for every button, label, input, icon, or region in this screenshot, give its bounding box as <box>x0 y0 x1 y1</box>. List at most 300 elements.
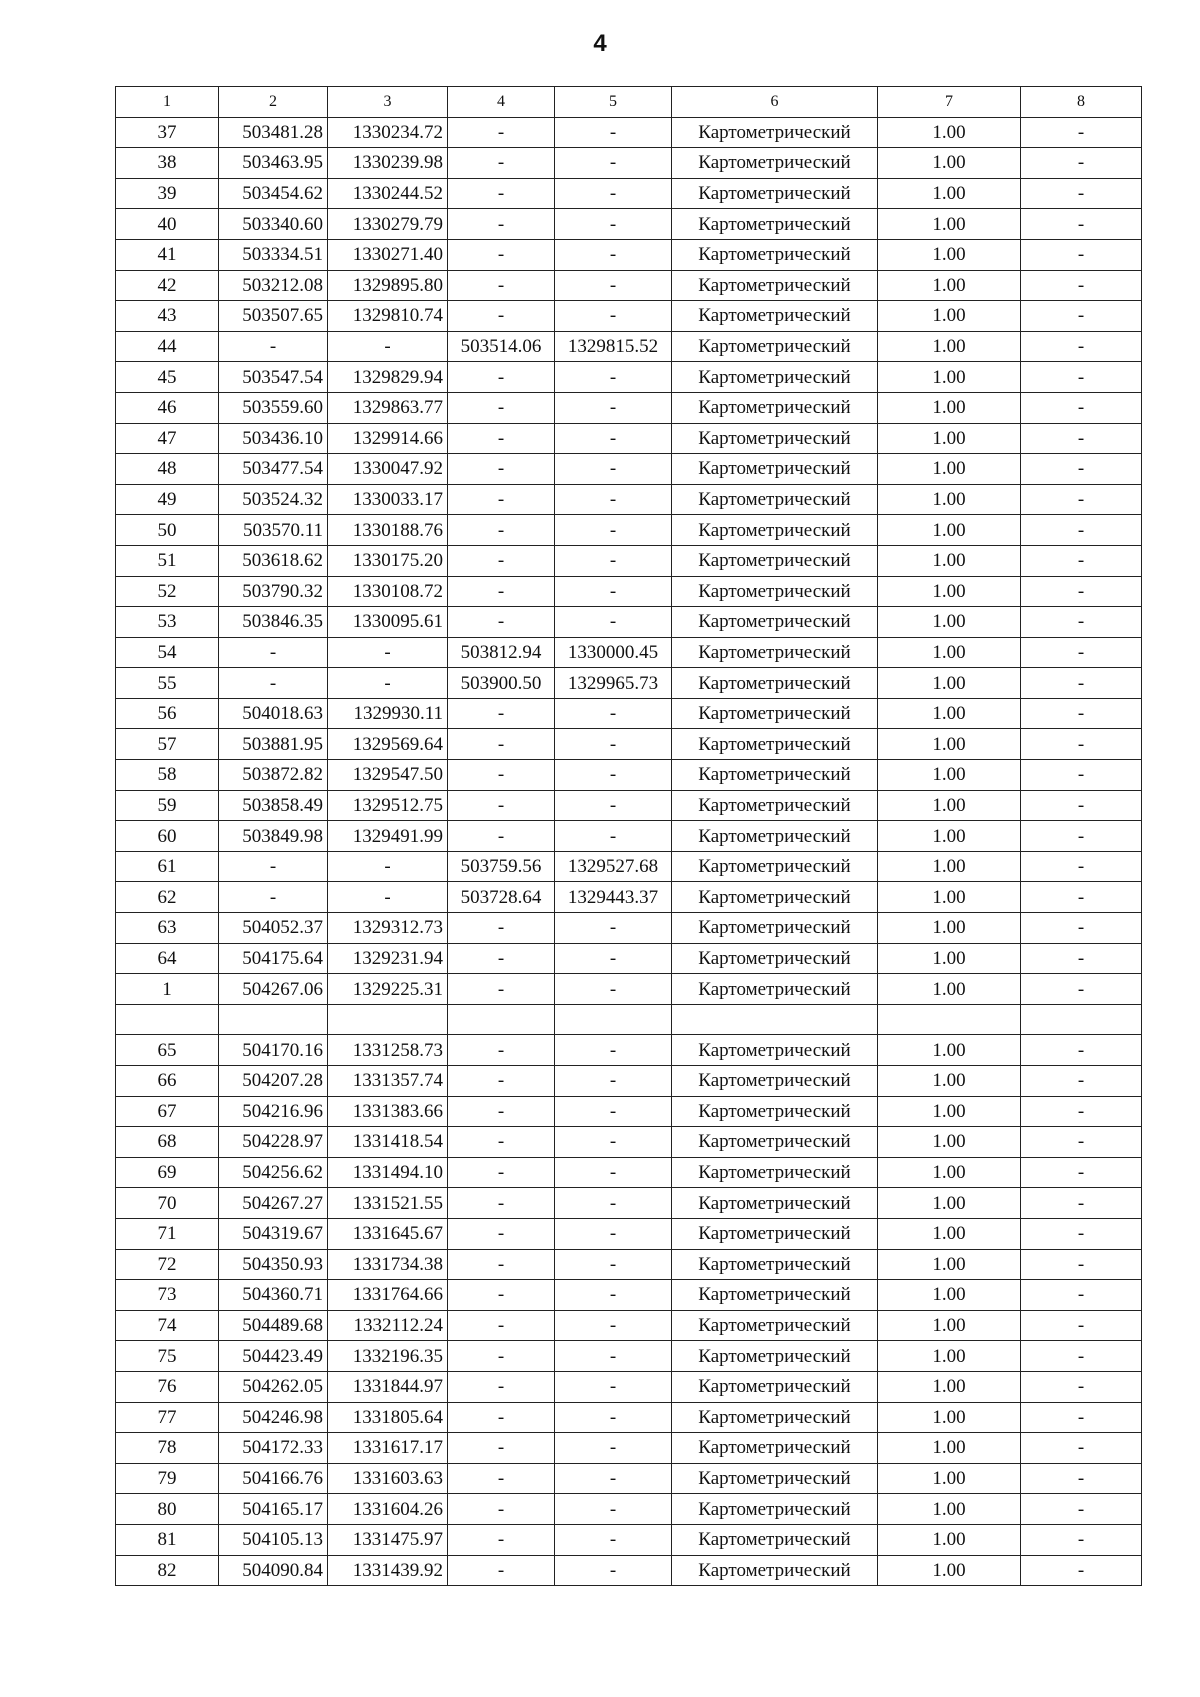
table-row <box>116 239 1142 270</box>
table-cell: 1.00 <box>878 270 1021 301</box>
table-cell: - <box>448 148 555 179</box>
table-cell: 1.00 <box>878 790 1021 821</box>
table-cell: 1.00 <box>878 1127 1021 1158</box>
table-row <box>116 1157 1142 1188</box>
table-cell: 63 <box>116 913 219 944</box>
table-cell: - <box>448 1035 555 1066</box>
table-cell: - <box>1021 1218 1142 1249</box>
column-header-1: 1 <box>116 87 219 118</box>
table-cell: 1.00 <box>878 423 1021 454</box>
table-row <box>116 331 1142 362</box>
table-cell: - <box>555 1096 672 1127</box>
table-cell: 503790.32 <box>219 576 328 607</box>
table-cell: 1331764.66 <box>328 1280 448 1311</box>
table-cell: 1330279.79 <box>328 209 448 240</box>
page-number: 4 <box>593 30 607 57</box>
table-cell: 503481.28 <box>219 117 328 148</box>
table-row <box>116 698 1142 729</box>
table-cell: - <box>555 1371 672 1402</box>
table-cell: - <box>1021 1371 1142 1402</box>
table-cell: - <box>448 239 555 270</box>
table-cell: 1329815.52 <box>555 331 672 362</box>
table-row <box>116 790 1142 821</box>
table-cell: - <box>448 943 555 974</box>
table-cell: - <box>555 913 672 944</box>
table-cell: 1329512.75 <box>328 790 448 821</box>
table-cell: - <box>555 1402 672 1433</box>
table-cell: Картометрический <box>672 1188 878 1219</box>
table-cell: 503846.35 <box>219 607 328 638</box>
table-cell: 503340.60 <box>219 209 328 240</box>
table-cell: - <box>1021 576 1142 607</box>
table-cell: - <box>448 729 555 760</box>
table-cell: - <box>555 1433 672 1464</box>
table-cell: Картометрический <box>672 270 878 301</box>
table-cell: Картометрический <box>672 760 878 791</box>
table-cell: Картометрический <box>672 1218 878 1249</box>
table-cell: 44 <box>116 331 219 362</box>
table-cell: - <box>555 392 672 423</box>
table-cell: - <box>1021 484 1142 515</box>
table-cell: 55 <box>116 668 219 699</box>
table-cell: 1.00 <box>878 637 1021 668</box>
column-header-5: 5 <box>555 87 672 118</box>
table-cell: Картометрический <box>672 790 878 821</box>
table-cell: - <box>328 882 448 913</box>
table-cell: Картометрический <box>672 974 878 1005</box>
table-cell: - <box>1021 729 1142 760</box>
table-cell: 1330244.52 <box>328 178 448 209</box>
table-cell: - <box>1021 1524 1142 1555</box>
table-cell: - <box>1021 1280 1142 1311</box>
table-cell: - <box>448 270 555 301</box>
table-cell: 1331258.73 <box>328 1035 448 1066</box>
table-cell: 1.00 <box>878 1218 1021 1249</box>
table-cell: 1.00 <box>878 1463 1021 1494</box>
table-row <box>116 117 1142 148</box>
table-cell: 1330033.17 <box>328 484 448 515</box>
table-cell: 1332112.24 <box>328 1310 448 1341</box>
table-cell: 504175.64 <box>219 943 328 974</box>
table-cell: 503507.65 <box>219 301 328 332</box>
table-cell: Картометрический <box>672 668 878 699</box>
table-cell <box>555 1004 672 1035</box>
table-cell: 67 <box>116 1096 219 1127</box>
table-cell: - <box>555 484 672 515</box>
table-cell: - <box>555 362 672 393</box>
table-cell: 503514.06 <box>448 331 555 362</box>
table-row <box>116 913 1142 944</box>
table-cell: 1329863.77 <box>328 392 448 423</box>
table-cell: Картометрический <box>672 1494 878 1525</box>
table-cell: - <box>555 729 672 760</box>
table-cell: 1.00 <box>878 1371 1021 1402</box>
table-cell: 1329547.50 <box>328 760 448 791</box>
table-cell: 37 <box>116 117 219 148</box>
table-row <box>116 1402 1142 1433</box>
table-cell: Картометрический <box>672 239 878 270</box>
table-row <box>116 1463 1142 1494</box>
table-cell: Картометрический <box>672 1402 878 1433</box>
table-cell: 1.00 <box>878 515 1021 546</box>
table-cell: - <box>219 882 328 913</box>
table-cell: 503454.62 <box>219 178 328 209</box>
table-cell: Картометрический <box>672 1524 878 1555</box>
table-cell: 1329569.64 <box>328 729 448 760</box>
table-cell: 1329312.73 <box>328 913 448 944</box>
table-row <box>116 178 1142 209</box>
table-cell: 68 <box>116 1127 219 1158</box>
table-cell: 1329491.99 <box>328 821 448 852</box>
table-row <box>116 515 1142 546</box>
column-header-6: 6 <box>672 87 878 118</box>
table-cell: - <box>555 1157 672 1188</box>
table-row <box>116 1096 1142 1127</box>
table-cell: 1330175.20 <box>328 545 448 576</box>
table-cell: - <box>1021 1433 1142 1464</box>
table-cell: - <box>448 1218 555 1249</box>
table-cell: 1.00 <box>878 301 1021 332</box>
table-cell: Картометрический <box>672 515 878 546</box>
table-cell: Картометрический <box>672 454 878 485</box>
table-row <box>116 1249 1142 1280</box>
table-row <box>116 1035 1142 1066</box>
table-cell: 1.00 <box>878 668 1021 699</box>
table-cell: - <box>1021 270 1142 301</box>
table-cell: - <box>448 1433 555 1464</box>
table-cell: 504319.67 <box>219 1218 328 1249</box>
table-cell: 503570.11 <box>219 515 328 546</box>
table-cell: - <box>448 301 555 332</box>
table-cell: 1.00 <box>878 392 1021 423</box>
coordinates-table <box>115 86 1142 1586</box>
table-cell: 50 <box>116 515 219 546</box>
table-cell: - <box>448 362 555 393</box>
table-cell: 504350.93 <box>219 1249 328 1280</box>
table-cell: - <box>448 1494 555 1525</box>
table-cell: 1.00 <box>878 943 1021 974</box>
table-cell: - <box>555 790 672 821</box>
table-cell: - <box>219 331 328 362</box>
table-row <box>116 1341 1142 1372</box>
table-cell: 62 <box>116 882 219 913</box>
table-row <box>116 270 1142 301</box>
table-cell: 1.00 <box>878 1555 1021 1586</box>
table-row <box>116 974 1142 1005</box>
table-cell: - <box>1021 1096 1142 1127</box>
table-cell: Картометрический <box>672 1157 878 1188</box>
table-cell: - <box>1021 851 1142 882</box>
table-cell: Картометрический <box>672 1463 878 1494</box>
table-cell: - <box>328 637 448 668</box>
table-cell: - <box>219 637 328 668</box>
table-cell: 52 <box>116 576 219 607</box>
table-cell: 1.00 <box>878 698 1021 729</box>
table-cell: - <box>555 1463 672 1494</box>
table-cell: 1.00 <box>878 1341 1021 1372</box>
table-cell: 47 <box>116 423 219 454</box>
table-cell: - <box>448 178 555 209</box>
table-row <box>116 576 1142 607</box>
table-cell: 1.00 <box>878 545 1021 576</box>
table-cell: 503858.49 <box>219 790 328 821</box>
table-cell: Картометрический <box>672 545 878 576</box>
table-cell: - <box>555 1188 672 1219</box>
table-cell: - <box>555 454 672 485</box>
table-cell: 504170.16 <box>219 1035 328 1066</box>
table-cell: Картометрический <box>672 209 878 240</box>
table-cell: - <box>555 1341 672 1372</box>
table-cell: - <box>1021 913 1142 944</box>
table-cell: - <box>1021 1463 1142 1494</box>
table-cell: - <box>448 1463 555 1494</box>
table-cell: 504207.28 <box>219 1066 328 1097</box>
table-cell: 1330239.98 <box>328 148 448 179</box>
table-cell: 81 <box>116 1524 219 1555</box>
table-cell: 504228.97 <box>219 1127 328 1158</box>
table-cell: 75 <box>116 1341 219 1372</box>
table-cell: 503872.82 <box>219 760 328 791</box>
table-cell: - <box>219 851 328 882</box>
table-cell: - <box>448 515 555 546</box>
table-cell: - <box>1021 821 1142 852</box>
table-cell: 1331521.55 <box>328 1188 448 1219</box>
table-cell <box>328 1004 448 1035</box>
table-row <box>116 943 1142 974</box>
table-cell: 504018.63 <box>219 698 328 729</box>
table-cell: - <box>448 1280 555 1311</box>
table-cell: - <box>1021 239 1142 270</box>
table-row <box>116 668 1142 699</box>
table-cell: 46 <box>116 392 219 423</box>
table-cell: 48 <box>116 454 219 485</box>
table-cell: 1331439.92 <box>328 1555 448 1586</box>
table-cell: 79 <box>116 1463 219 1494</box>
table-cell: - <box>555 545 672 576</box>
table-cell: 57 <box>116 729 219 760</box>
table-cell: 72 <box>116 1249 219 1280</box>
table-row <box>116 729 1142 760</box>
table-cell: - <box>448 117 555 148</box>
table-cell: 82 <box>116 1555 219 1586</box>
table-cell: - <box>1021 1341 1142 1372</box>
table-cell: 1329930.11 <box>328 698 448 729</box>
table-cell: - <box>555 1524 672 1555</box>
table-cell: 1.00 <box>878 1157 1021 1188</box>
table-cell: 503728.64 <box>448 882 555 913</box>
table-cell: 1330047.92 <box>328 454 448 485</box>
table-cell: Картометрический <box>672 301 878 332</box>
table-cell: 504489.68 <box>219 1310 328 1341</box>
table-cell: - <box>555 301 672 332</box>
table-cell: - <box>555 117 672 148</box>
table-cell: - <box>555 607 672 638</box>
table-cell: Картометрический <box>672 423 878 454</box>
table-cell: - <box>448 1188 555 1219</box>
table-cell: 503812.94 <box>448 637 555 668</box>
table-cell: - <box>448 821 555 852</box>
table-cell: 1.00 <box>878 148 1021 179</box>
table-cell: - <box>448 1310 555 1341</box>
table-cell: 1330271.40 <box>328 239 448 270</box>
table-cell: - <box>555 209 672 240</box>
table-cell: 54 <box>116 637 219 668</box>
table-cell: - <box>555 515 672 546</box>
table-cell: - <box>555 1494 672 1525</box>
column-header-8: 8 <box>1021 87 1142 118</box>
table-cell: Картометрический <box>672 1127 878 1158</box>
table-row <box>116 1127 1142 1158</box>
table-cell: Картометрический <box>672 1249 878 1280</box>
table-cell: 53 <box>116 607 219 638</box>
table-cell: 503463.95 <box>219 148 328 179</box>
table-cell: - <box>328 331 448 362</box>
table-cell: 1.00 <box>878 239 1021 270</box>
table-cell: - <box>1021 117 1142 148</box>
table-cell: - <box>448 913 555 944</box>
table-cell: 1.00 <box>878 974 1021 1005</box>
table-cell: - <box>328 668 448 699</box>
table-cell: 504267.06 <box>219 974 328 1005</box>
table-cell: - <box>448 790 555 821</box>
table-cell: 1331617.17 <box>328 1433 448 1464</box>
table-cell: 1331357.74 <box>328 1066 448 1097</box>
table-cell: 1 <box>116 974 219 1005</box>
table-cell: - <box>448 209 555 240</box>
table-row <box>116 454 1142 485</box>
table-cell: 1329895.80 <box>328 270 448 301</box>
table-cell: 1.00 <box>878 209 1021 240</box>
table-row <box>116 301 1142 332</box>
table-cell: Картометрический <box>672 148 878 179</box>
table-cell: 1.00 <box>878 882 1021 913</box>
table-cell: - <box>555 148 672 179</box>
table-cell: 1331383.66 <box>328 1096 448 1127</box>
table-cell: - <box>448 545 555 576</box>
table-cell: 1.00 <box>878 1188 1021 1219</box>
table-cell: 1331645.67 <box>328 1218 448 1249</box>
table-cell: 1331604.26 <box>328 1494 448 1525</box>
table-cell: 1329965.73 <box>555 668 672 699</box>
table-cell: 1.00 <box>878 362 1021 393</box>
table-cell: 1330234.72 <box>328 117 448 148</box>
table-cell: 74 <box>116 1310 219 1341</box>
table-cell: Картометрический <box>672 178 878 209</box>
table-cell <box>116 1004 219 1035</box>
table-row <box>116 1218 1142 1249</box>
table-cell: 1329829.94 <box>328 362 448 393</box>
table-cell: - <box>1021 301 1142 332</box>
table-cell <box>878 1004 1021 1035</box>
table-row <box>116 607 1142 638</box>
table-cell: 1331603.63 <box>328 1463 448 1494</box>
table-cell: 1329443.37 <box>555 882 672 913</box>
table-cell: - <box>448 423 555 454</box>
table-cell: 1330188.76 <box>328 515 448 546</box>
table-cell <box>448 1004 555 1035</box>
table-cell: 503559.60 <box>219 392 328 423</box>
table-cell: - <box>1021 882 1142 913</box>
table-cell: - <box>448 760 555 791</box>
table-cell: 503900.50 <box>448 668 555 699</box>
table-cell: 503477.54 <box>219 454 328 485</box>
table-cell: 1331734.38 <box>328 1249 448 1280</box>
table-cell: - <box>448 1371 555 1402</box>
table-cell: Картометрический <box>672 1035 878 1066</box>
table-cell: - <box>555 1555 672 1586</box>
table-cell: - <box>1021 974 1142 1005</box>
table-cell: - <box>1021 1188 1142 1219</box>
table-cell: - <box>555 974 672 1005</box>
table-cell: 1330108.72 <box>328 576 448 607</box>
table-cell: - <box>1021 1555 1142 1586</box>
table-row <box>116 1494 1142 1525</box>
table-cell: 1.00 <box>878 1066 1021 1097</box>
table-cell: Картометрический <box>672 1371 878 1402</box>
table-cell: Картометрический <box>672 821 878 852</box>
table-row <box>116 392 1142 423</box>
table-cell: - <box>1021 790 1142 821</box>
table-cell: - <box>448 974 555 1005</box>
table-cell: - <box>1021 1035 1142 1066</box>
table-cell: - <box>1021 698 1142 729</box>
table-cell: - <box>448 1096 555 1127</box>
table-cell <box>672 1004 878 1035</box>
table-row <box>116 1555 1142 1586</box>
table-row <box>116 1004 1142 1035</box>
table-cell: - <box>1021 607 1142 638</box>
table-cell: 504105.13 <box>219 1524 328 1555</box>
table-cell: 1.00 <box>878 484 1021 515</box>
table-cell: 66 <box>116 1066 219 1097</box>
table-cell: - <box>1021 454 1142 485</box>
table-cell: 1329225.31 <box>328 974 448 1005</box>
table-row <box>116 484 1142 515</box>
table-cell: - <box>448 1402 555 1433</box>
table-cell: Картометрический <box>672 1341 878 1372</box>
table-cell: - <box>1021 1402 1142 1433</box>
table-header-row <box>116 87 1142 118</box>
table-cell: - <box>555 423 672 454</box>
table-cell: - <box>1021 545 1142 576</box>
table-cell: - <box>555 1280 672 1311</box>
table-cell: 504216.96 <box>219 1096 328 1127</box>
table-cell: 38 <box>116 148 219 179</box>
table-cell: - <box>555 1127 672 1158</box>
table-cell: 1.00 <box>878 821 1021 852</box>
table-cell: 1329810.74 <box>328 301 448 332</box>
table-cell: 1.00 <box>878 1524 1021 1555</box>
table-cell: - <box>555 1218 672 1249</box>
table-cell: - <box>448 484 555 515</box>
table-cell: 503524.32 <box>219 484 328 515</box>
table-cell: 65 <box>116 1035 219 1066</box>
table-cell: - <box>1021 178 1142 209</box>
table-row <box>116 1066 1142 1097</box>
table-cell <box>1021 1004 1142 1035</box>
table-cell: 1.00 <box>878 1433 1021 1464</box>
table-cell: 1.00 <box>878 576 1021 607</box>
table-cell: - <box>448 1524 555 1555</box>
table-cell: 504090.84 <box>219 1555 328 1586</box>
table-cell: 1.00 <box>878 1310 1021 1341</box>
table-cell: 503212.08 <box>219 270 328 301</box>
table-cell: 503618.62 <box>219 545 328 576</box>
table-cell: Картометрический <box>672 362 878 393</box>
table-cell: 64 <box>116 943 219 974</box>
table-cell: 1.00 <box>878 454 1021 485</box>
table-row <box>116 1433 1142 1464</box>
